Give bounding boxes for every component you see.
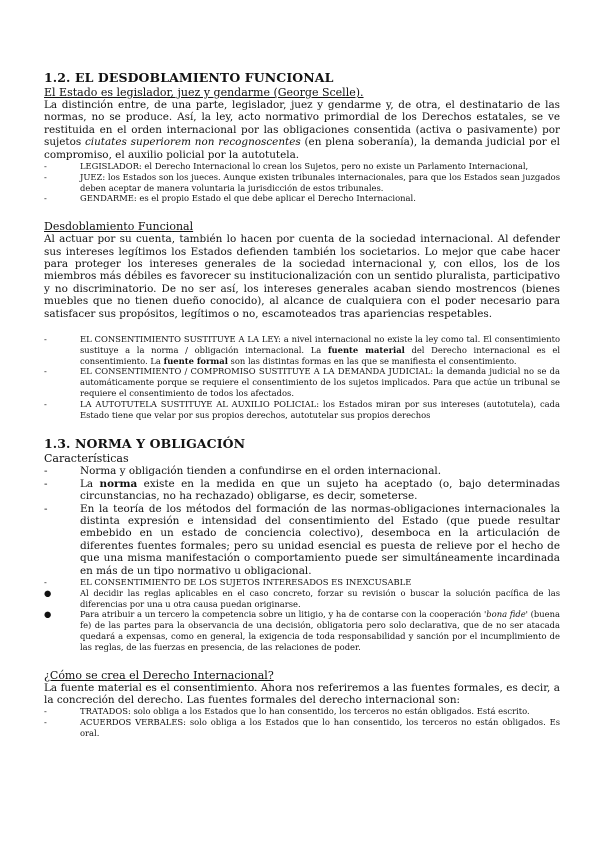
italic-term: 'bona fide' bbox=[484, 609, 528, 620]
text-run: del Derecho internacional es el consentimiento. La bbox=[80, 344, 560, 366]
list-item-text: TRATADOS: solo obliga a los Estados que lo han consentido, los terceros no están obligados. Está escrito. bbox=[80, 706, 530, 717]
list-marker: - bbox=[44, 717, 47, 728]
list-item-norma-obligacion bbox=[44, 465, 560, 477]
text-run: EL CONSENTIMIENTO SUSTITUYE A LA LEY: a nivel internacional no existe la ley como tal. El consentimiento sustituye a la norma / obligación internacional. La bbox=[80, 334, 560, 355]
list-item-norma bbox=[44, 478, 560, 503]
section-heading-1-3: 1.3. NORMA Y OBLIGACIÓN bbox=[44, 436, 246, 452]
list-item-consentimiento-ley bbox=[44, 334, 560, 366]
paragraph-text: (en plena soberanía), la demanda judicial por el compromiso, el auxilio policial por la autotutela. bbox=[44, 136, 560, 161]
list-item-text bbox=[80, 334, 560, 366]
list-item-tratados bbox=[44, 706, 560, 717]
document-page bbox=[44, 70, 560, 739]
bullet-text: Al decidir las reglas aplicables en el caso concreto, forzar su revisión o buscar la solución pacífica de las diferencias por una u otra causa puedan originarse. bbox=[80, 587, 560, 609]
list-marker: - bbox=[44, 193, 47, 204]
list-item-text: EL CONSENTIMIENTO DE LOS SUJETOS INTERESADOS ES INEXCUSABLE bbox=[80, 577, 412, 588]
text-run: son las distintas formas en las que se manifiesta el consentimiento. bbox=[227, 355, 517, 366]
list-marker: - bbox=[44, 334, 47, 345]
list-item-text: GENDARME: es el propio Estado el que debe aplicar el Derecho Internacional. bbox=[80, 193, 416, 204]
paragraph-distincion bbox=[44, 99, 560, 161]
list-marker: - bbox=[44, 366, 47, 377]
list-item-acuerdos-verbales bbox=[44, 717, 560, 739]
list-marker: - bbox=[44, 502, 48, 515]
list-marker: - bbox=[44, 171, 47, 182]
bold-term: norma bbox=[99, 477, 138, 490]
list-item-juez bbox=[44, 172, 560, 194]
bold-term: fuente formal bbox=[163, 355, 228, 366]
list-item-text bbox=[80, 478, 560, 503]
list-item-text: EL CONSENTIMIENTO / COMPROMISO SUSTITUYE A LA DEMANDA JUDICIAL: la demanda judicial no se da automáticamente porque se requiere el consentimiento de los sujetos implicados. Para que actúe un tribunal se requiere el consentimiento de todos los afectados. bbox=[80, 366, 560, 399]
list-item-text: Norma y obligación tienden a confundirse en el orden internacional. bbox=[80, 465, 442, 478]
list-marker: - bbox=[44, 398, 47, 409]
bullet-item-reglas bbox=[44, 588, 560, 610]
section-heading-1-2: 1.2. EL DESDOBLAMIENTO FUNCIONAL bbox=[44, 70, 334, 85]
text-run: Para atribuir a un tercero la competencia sobre un litigio, y ha de contarse con la cooperación bbox=[80, 609, 484, 620]
list-marker: - bbox=[44, 706, 47, 717]
list-item-compromiso bbox=[44, 366, 560, 398]
bullet-marker: ● bbox=[44, 609, 52, 620]
list-item-teoria bbox=[44, 503, 560, 577]
list-item-autotutela bbox=[44, 399, 560, 421]
latin-phrase: ciutates superiorem non recognoscentes bbox=[84, 136, 301, 149]
text-run: La bbox=[80, 477, 100, 490]
bullet-item-tercero bbox=[44, 609, 560, 652]
list-item-legislador bbox=[44, 161, 560, 172]
bullet-marker: ● bbox=[44, 587, 52, 598]
text-run: (buena fe) de las partes para la observancia de una decisión, obligatoria pero solo declarativa, que de no ser atacada quedará a expensas, como en general, la exigencia de toda responsabilidad y sanción por el incumplimiento de las reglas, de las fuerzas en presencia, de las relaciones de poder. bbox=[80, 609, 560, 652]
bullet-text bbox=[80, 609, 560, 652]
list-item-gendarme bbox=[44, 193, 560, 204]
list-item-text: ACUERDOS VERBALES: solo obliga a los Estados que lo han consentido, los terceros no están obligados. Es oral. bbox=[80, 717, 560, 739]
paragraph-desdoblamiento: Al actuar por su cuenta, también lo hacen por cuenta de la sociedad internacional. Al defender sus intereses legítimos los Estados defienden también los societarios. Lo mejor que cabe hacer para proteger los intereses generales de la sociedad internacional y, con ellos, los de los miembros más débiles es favorecer su institucionalización con un sentido pluralista, participativo y no discriminatorio. De no ser así, los intereses generales acaban siendo mostrencos (bienes muebles que no tienen dueño conocido), al alcance de cualquiera con el poder necesario para satisfacer sus propósitos, legítimos o no, escamoteados tras apariencias respetables. bbox=[44, 233, 560, 320]
paragraph-fuentes: La fuente material es el consentimiento. Ahora nos referiremos a las fuentes formales, es decir, a la concreción del derecho. Las fuentes formales del derecho internacional son: bbox=[44, 681, 560, 707]
list-marker: - bbox=[44, 577, 47, 588]
list-marker: - bbox=[44, 161, 47, 172]
list-marker: - bbox=[44, 477, 48, 490]
subheading-caracteristicas: Características bbox=[44, 452, 129, 466]
text-run: existe en la medida en que un sujeto ha aceptado (o, bajo determinadas circunstancias, no ha rechazado) obligarse, es decir, someterse. bbox=[80, 477, 560, 503]
list-item-text: LEGISLADOR: el Derecho Internacional lo crean los Sujetos, pero no existe un Parlamento Internacional, bbox=[80, 161, 529, 172]
list-item-text: En la teoría de los métodos del formación de las normas-obligaciones internacionales la distinta expresión e intensidad del consentimiento del Estado (que puede resultar embebido en un estado de conciencia colectivo), desemboca en la articulación de diferentes fuentes formales; pero su unidad esencial es puesta de relieve por el hecho de que una misma manifestación o comportamiento puede ser simultáneamente incardinada en más de un tipo normativo u obligacional. bbox=[80, 502, 560, 577]
list-item-inexcusable bbox=[44, 577, 560, 588]
bold-term: fuente material bbox=[327, 344, 405, 355]
paragraph-text: La distinción entre, de una parte, legislador, juez y gendarme y, de otra, el destinatario de las normas, no se produce. Así, la ley, acto normativo primordial de los Derechos estatales, se ve restituida en el orden internacional por las obligaciones consentida (activa o pasivamente) por sujetos bbox=[44, 99, 560, 149]
subheading-desdoblamiento: Desdoblamiento Funcional bbox=[44, 220, 194, 234]
list-item-text: LA AUTOTUTELA SUSTITUYE AL AUXILIO POLICIAL: los Estados miran por sus intereses (autotutela), cada Estado tiene que velar por sus propios derechos, autotutelar sus propios derechos bbox=[80, 398, 560, 420]
subheading-como-se-crea: ¿Cómo se crea el Derecho Internacional? bbox=[44, 668, 274, 682]
list-item-text: JUEZ: los Estados son los jueces. Aunque existen tribunales internacionales, para que los Estados sean juzgados deben aceptar de manera voluntaria la jurisdicción de estos tribunales. bbox=[80, 171, 560, 193]
list-marker: - bbox=[44, 465, 48, 478]
subheading-estado: El Estado es legislador, juez y gendarme (George Scelle). bbox=[44, 86, 364, 99]
